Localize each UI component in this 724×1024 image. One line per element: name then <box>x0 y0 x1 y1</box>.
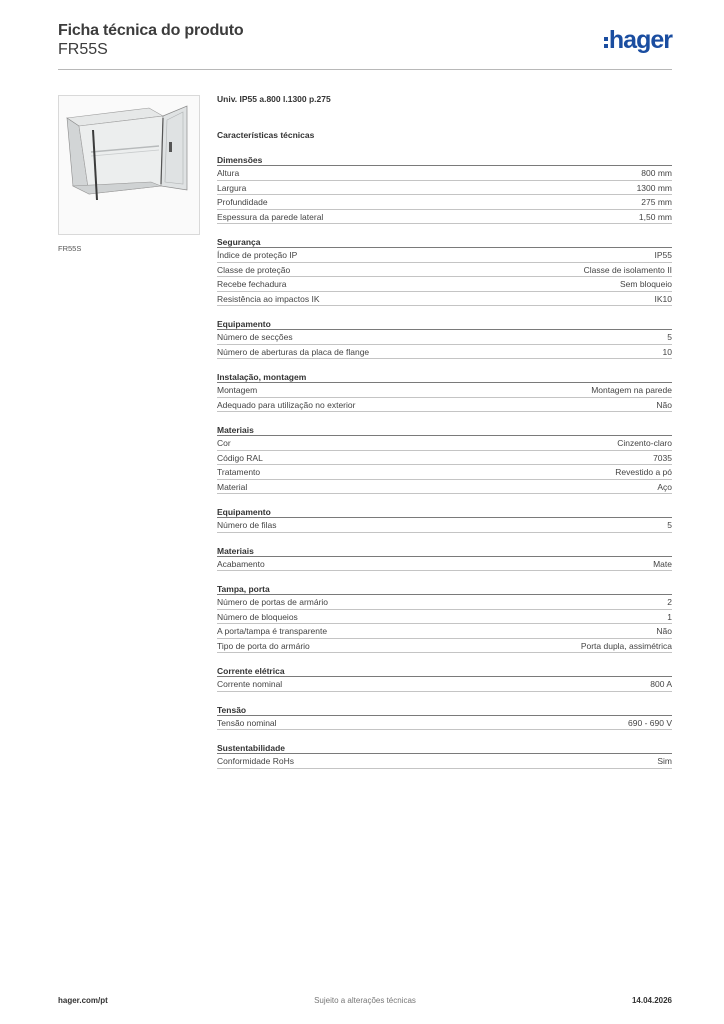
spec-row <box>217 383 672 398</box>
spec-value: IK10 <box>654 293 672 304</box>
spec-value: IP55 <box>654 250 672 260</box>
group-title: Tensão <box>217 704 672 716</box>
spec-value: Não <box>656 626 672 636</box>
group-title: Sustentabilidade <box>217 742 672 754</box>
spec-label: Classe de proteção <box>217 264 291 275</box>
footer-note: Sujeito a alterações técnicas <box>314 996 416 1005</box>
spec-row <box>217 518 672 533</box>
spec-row <box>217 292 672 307</box>
spec-row <box>217 398 672 413</box>
group-title: Instalação, montagem <box>217 371 672 383</box>
page-title: Ficha técnica do produto <box>58 22 244 39</box>
spec-group <box>217 742 672 769</box>
spec-row <box>217 277 672 292</box>
spec-row <box>217 210 672 225</box>
spec-group <box>217 154 672 224</box>
group-title: Segurança <box>217 236 672 248</box>
spec-value: Porta dupla, assimétrica <box>580 640 672 651</box>
spec-row <box>217 345 672 360</box>
spec-label: Profundidade <box>217 197 268 207</box>
spec-value: 1,50 mm <box>638 211 672 222</box>
spec-value: Revestido a pó <box>615 467 672 477</box>
enclosure-illustration <box>59 96 201 236</box>
group-title: Equipamento <box>217 506 672 518</box>
spec-group <box>217 506 672 533</box>
page-header <box>58 22 672 70</box>
group-title: Materiais <box>217 545 672 557</box>
group-title: Materiais <box>217 424 672 436</box>
spec-label: Montagem <box>217 385 258 395</box>
spec-value: Mate <box>653 558 672 569</box>
group-title: Dimensões <box>217 154 672 166</box>
spec-group <box>217 665 672 692</box>
spec-row <box>217 610 672 625</box>
group-title: Corrente elétrica <box>217 665 672 677</box>
spec-row <box>217 624 672 639</box>
spec-group <box>217 704 672 731</box>
section-heading: Características técnicas <box>217 130 315 140</box>
spec-row <box>217 248 672 263</box>
spec-group <box>217 236 672 306</box>
spec-group <box>217 318 672 359</box>
image-caption: FR55S <box>58 244 82 253</box>
spec-value: Não <box>656 399 672 410</box>
spec-label: Tratamento <box>217 467 261 477</box>
spec-row <box>217 263 672 278</box>
spec-label: Altura <box>217 168 240 178</box>
spec-label: Corrente nominal <box>217 679 283 689</box>
spec-row <box>217 166 672 181</box>
spec-label: A porta/tampa é transparente <box>217 626 328 636</box>
spec-value: 800 mm <box>641 168 672 178</box>
spec-label: Tipo de porta do armário <box>217 640 310 651</box>
spec-row <box>217 557 672 572</box>
spec-label: Número de aberturas da placa de flange <box>217 346 370 357</box>
spec-label: Número de filas <box>217 520 277 530</box>
spec-group <box>217 424 672 494</box>
logo-text: hager <box>608 25 672 54</box>
spec-label: Resistência ao impactos IK <box>217 293 320 304</box>
spec-row <box>217 451 672 466</box>
spec-label: Acabamento <box>217 558 265 569</box>
product-name: Univ. IP55 a.800 l.1300 p.275 <box>217 94 331 104</box>
spec-row <box>217 716 672 731</box>
spec-row <box>217 677 672 692</box>
spec-value: Sem bloqueio <box>620 279 672 289</box>
spec-row <box>217 330 672 345</box>
spec-label: Código RAL <box>217 452 263 463</box>
spec-value: 800 A <box>650 679 672 689</box>
logo-dots-icon <box>604 37 608 48</box>
spec-row <box>217 181 672 196</box>
spec-value: 2 <box>667 597 672 607</box>
spec-label: Cor <box>217 438 231 448</box>
spec-label: Índice de proteção IP <box>217 250 298 260</box>
spec-label: Espessura da parede lateral <box>217 211 324 222</box>
spec-value: Aço <box>657 481 672 492</box>
product-image <box>58 95 200 235</box>
spec-label: Adequado para utilização no exterior <box>217 399 356 410</box>
spec-row <box>217 195 672 210</box>
product-code: FR55S <box>58 41 108 58</box>
spec-value: 5 <box>667 332 672 342</box>
spec-group <box>217 371 672 412</box>
spec-value: 10 <box>662 346 672 357</box>
spec-value: Classe de isolamento II <box>583 264 672 275</box>
footer-date: 14.04.2026 <box>631 996 672 1005</box>
spec-value: 1 <box>667 611 672 622</box>
spec-row <box>217 465 672 480</box>
spec-value: Montagem na parede <box>591 385 672 395</box>
hager-logo <box>604 26 672 54</box>
spec-row <box>217 639 672 654</box>
spec-label: Conformidade RoHs <box>217 756 295 766</box>
spec-row <box>217 480 672 495</box>
spec-label: Recebe fechadura <box>217 279 287 289</box>
spec-groups <box>217 154 672 769</box>
spec-value: 275 mm <box>641 197 672 207</box>
spec-label: Material <box>217 481 248 492</box>
spec-label: Largura <box>217 182 247 193</box>
spec-row <box>217 754 672 769</box>
group-title: Equipamento <box>217 318 672 330</box>
spec-value: 7035 <box>653 452 672 463</box>
spec-row <box>217 436 672 451</box>
footer-website-link[interactable]: hager.com/pt <box>58 996 108 1005</box>
spec-row <box>217 595 672 610</box>
spec-value: 1300 mm <box>636 182 672 193</box>
spec-group <box>217 545 672 572</box>
spec-value: Sim <box>657 756 672 766</box>
spec-label: Número de portas de armário <box>217 597 329 607</box>
page-footer <box>58 996 672 1010</box>
spec-content <box>217 94 672 769</box>
spec-label: Número de secções <box>217 332 293 342</box>
spec-value: 690 - 690 V <box>628 717 672 728</box>
spec-value: Cinzento-claro <box>617 438 672 448</box>
spec-label: Número de bloqueios <box>217 611 298 622</box>
spec-value: 5 <box>667 520 672 530</box>
spec-group <box>217 583 672 653</box>
spec-label: Tensão nominal <box>217 717 277 728</box>
group-title: Tampa, porta <box>217 583 672 595</box>
